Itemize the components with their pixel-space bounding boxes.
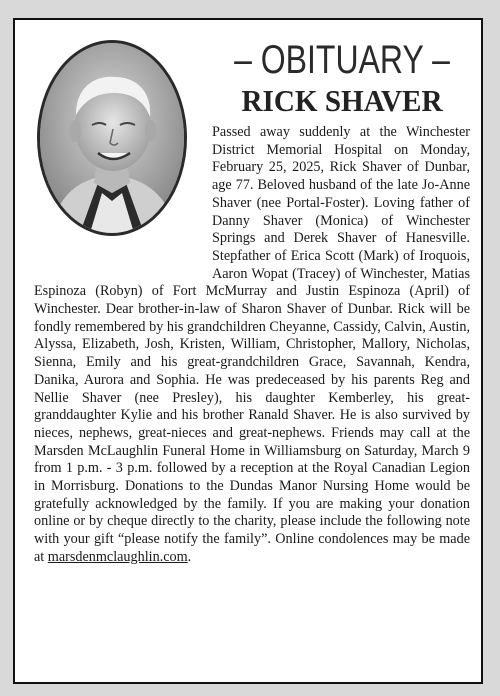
obituary-label: – OBITUARY – xyxy=(234,38,450,82)
closing-period: . xyxy=(187,548,192,565)
obituary-card xyxy=(13,18,483,684)
obituary-heading xyxy=(203,34,481,118)
website-link[interactable]: marsdenmclaughlin.com xyxy=(47,548,188,565)
obituary-paragraph: Passed away suddenly at the Winchester District Memorial Hospital on Monday, February 25, 2025, Rick Shaver of Dunbar, age 77. Beloved husband of the late Jo-Anne Shaver (nee Portal-Foster). Loving father of Danny Shaver (Monica) of Winchester Springs and Derek Shaver of Hanesville. Stepfather of Erica Scott (Mark) of Iroquois, Aaron Wopat (Tracey) of Winchester, Matias Espinoza (Robyn) of Fort McMurray and Justin Espinoza (April) of Winchester. Dear brother-in-law of Sharon Shaver of Dunbar. Rick will be fondly remembered by his grandchildren Cheyanne, Cassidy, Calvin, Austin, Alyssa, Elizabeth, Josh, Kristen, William, Christopher, Mallory, Nicholas, Sienna, Emily and his great-grandchildren Grace, Savannah, Kendra, Danika, Aurora and Sophia. He was predeceased by his parents Reg and Nellie Shaver (nee Presley), his daughter Kemberley, his great-granddaughter Kylie and his brother Ranald Shaver. He is also survived by nieces, nephews, great-nieces and great-nephews. Friends may call at the Marsden McLaughlin Funeral Home in Williamsburg on Saturday, March 9 from 1 p.m. - 3 p.m. followed by a reception at the Royal Canadian Legion in Morrisburg. Donations to the Dundas Manor Nursing Home would be gratefully acknowledged by the family. If you are making your donation online or by cheque directly to the charity, please include the following note with your gift “please notify the family”. Online condolences may be made at xyxy=(34,124,470,565)
deceased-name: RICK SHAVER xyxy=(241,83,443,118)
photo-text-spacer xyxy=(34,124,212,283)
obituary-text xyxy=(34,124,470,567)
